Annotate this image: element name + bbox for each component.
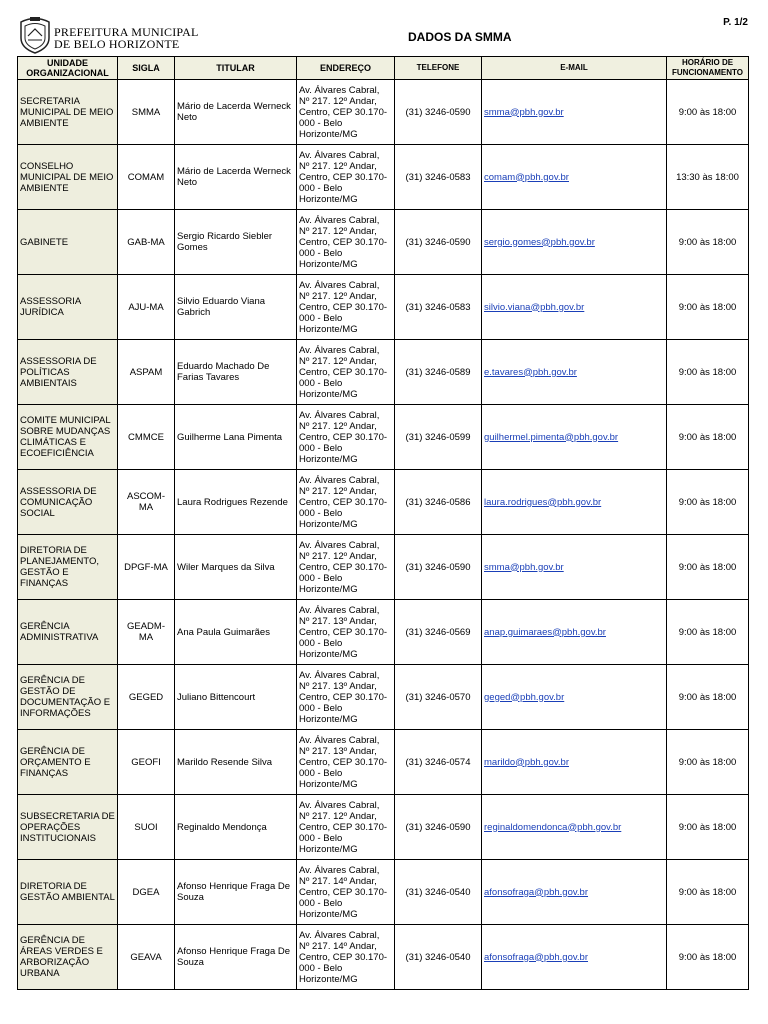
cell-titular: Reginaldo Mendonça — [175, 795, 297, 860]
email-link[interactable]: e.tavares@pbh.gov.br — [484, 366, 577, 378]
table-row — [18, 600, 749, 665]
cell-email — [482, 860, 667, 925]
cell-telefone: (31) 3246-0590 — [395, 535, 482, 600]
table-row — [18, 405, 749, 470]
page-header — [0, 0, 768, 56]
cell-unidade: CONSELHO MUNICIPAL DE MEIO AMBIENTE — [18, 145, 118, 210]
cell-titular: Afonso Henrique Fraga De Souza — [175, 925, 297, 990]
cell-titular: Wiler Marques da Silva — [175, 535, 297, 600]
cell-telefone: (31) 3246-0586 — [395, 470, 482, 535]
smma-data-table — [17, 56, 749, 990]
page-number: P. 1/2 — [723, 17, 748, 28]
cell-titular: Guilherme Lana Pimenta — [175, 405, 297, 470]
cell-horario: 9:00 às 18:00 — [667, 665, 749, 730]
table-header-row — [18, 57, 749, 80]
cell-endereco: Av. Álvares Cabral, Nº 217. 12º Andar, Centro, CEP 30.170-000 - Belo Horizonte/MG — [297, 80, 395, 145]
table-row — [18, 860, 749, 925]
email-link[interactable]: sergio.gomes@pbh.gov.br — [484, 236, 595, 248]
table-row — [18, 925, 749, 990]
email-link[interactable]: smma@pbh.gov.br — [484, 561, 564, 573]
col-header-horario: HORÁRIO DE FUNCIONAMENTO — [667, 57, 749, 80]
email-link[interactable]: guilhermel.pimenta@pbh.gov.br — [484, 431, 619, 443]
logo-line-1: PREFEITURA MUNICIPAL — [54, 25, 199, 39]
cell-unidade: COMITE MUNICIPAL SOBRE MUDANÇAS CLIMÁTICAS E ECOEFICIÊNCIA — [18, 405, 118, 470]
cell-titular: Juliano Bittencourt — [175, 665, 297, 730]
cell-telefone: (31) 3246-0583 — [395, 145, 482, 210]
cell-sigla: SUOI — [118, 795, 175, 860]
cell-email — [482, 925, 667, 990]
coat-of-arms-icon — [18, 14, 52, 54]
cell-endereco: Av. Álvares Cabral, Nº 217. 13º Andar, Centro, CEP 30.170-000 - Belo Horizonte/MG — [297, 730, 395, 795]
table-row — [18, 340, 749, 405]
cell-unidade: DIRETORIA DE PLANEJAMENTO, GESTÃO E FINANÇAS — [18, 535, 118, 600]
cell-unidade: SUBSECRETARIA DE OPERAÇÕES INSTITUCIONAIS — [18, 795, 118, 860]
cell-telefone: (31) 3246-0574 — [395, 730, 482, 795]
table-row — [18, 275, 749, 340]
email-link[interactable]: afonsofraga@pbh.gov.br — [484, 886, 589, 898]
cell-email — [482, 275, 667, 340]
cell-sigla: GEAVA — [118, 925, 175, 990]
cell-sigla: DGEA — [118, 860, 175, 925]
cell-horario: 9:00 às 18:00 — [667, 535, 749, 600]
cell-horario: 9:00 às 18:00 — [667, 795, 749, 860]
cell-telefone: (31) 3246-0569 — [395, 600, 482, 665]
cell-telefone: (31) 3246-0590 — [395, 210, 482, 275]
cell-horario: 9:00 às 18:00 — [667, 470, 749, 535]
col-header-telefone: TELEFONE — [395, 57, 482, 80]
cell-telefone: (31) 3246-0590 — [395, 80, 482, 145]
cell-telefone: (31) 3246-0540 — [395, 925, 482, 990]
cell-email — [482, 210, 667, 275]
cell-endereco: Av. Álvares Cabral, Nº 217. 12º Andar, Centro, CEP 30.170-000 - Belo Horizonte/MG — [297, 535, 395, 600]
cell-horario: 9:00 às 18:00 — [667, 210, 749, 275]
cell-horario: 9:00 às 18:00 — [667, 340, 749, 405]
cell-telefone: (31) 3246-0570 — [395, 665, 482, 730]
table-row — [18, 665, 749, 730]
cell-horario: 9:00 às 18:00 — [667, 600, 749, 665]
cell-titular: Mário de Lacerda Werneck Neto — [175, 80, 297, 145]
cell-email — [482, 405, 667, 470]
cell-endereco: Av. Álvares Cabral, Nº 217. 12º Andar, Centro, CEP 30.170-000 - Belo Horizonte/MG — [297, 405, 395, 470]
cell-sigla: GAB-MA — [118, 210, 175, 275]
email-link[interactable]: reginaldomendonca@pbh.gov.br — [484, 821, 622, 833]
logo-text — [54, 26, 199, 50]
col-header-email: E-MAIL — [482, 57, 667, 80]
cell-horario: 9:00 às 18:00 — [667, 860, 749, 925]
cell-sigla: SMMA — [118, 80, 175, 145]
email-link[interactable]: marildo@pbh.gov.br — [484, 756, 569, 768]
cell-email — [482, 470, 667, 535]
cell-endereco: Av. Álvares Cabral, Nº 217. 13º Andar, Centro, CEP 30.170-000 - Belo Horizonte/MG — [297, 600, 395, 665]
cell-telefone: (31) 3246-0589 — [395, 340, 482, 405]
email-link[interactable]: geged@pbh.gov.br — [484, 691, 565, 703]
cell-unidade: GERÊNCIA DE GESTÃO DE DOCUMENTAÇÃO E INFORMAÇÕES — [18, 665, 118, 730]
cell-endereco: Av. Álvares Cabral, Nº 217. 12º Andar, Centro, CEP 30.170-000 - Belo Horizonte/MG — [297, 145, 395, 210]
col-header-sigla: SIGLA — [118, 57, 175, 80]
cell-titular: Marildo Resende Silva — [175, 730, 297, 795]
cell-titular: Sergio Ricardo Siebler Gomes — [175, 210, 297, 275]
email-link[interactable]: laura.rodrigues@pbh.gov.br — [484, 496, 602, 508]
cell-horario: 9:00 às 18:00 — [667, 275, 749, 340]
cell-unidade: GERÊNCIA DE ÁREAS VERDES E ARBORIZAÇÃO URBANA — [18, 925, 118, 990]
cell-unidade: GABINETE — [18, 210, 118, 275]
cell-sigla: ASPAM — [118, 340, 175, 405]
cell-horario: 9:00 às 18:00 — [667, 405, 749, 470]
email-link[interactable]: afonsofraga@pbh.gov.br — [484, 951, 589, 963]
col-header-unidade: UNIDADE ORGANIZACIONAL — [18, 57, 118, 80]
cell-unidade: GERÊNCIA ADMINISTRATIVA — [18, 600, 118, 665]
cell-email — [482, 340, 667, 405]
cell-telefone: (31) 3246-0599 — [395, 405, 482, 470]
cell-endereco: Av. Álvares Cabral, Nº 217. 13º Andar, Centro, CEP 30.170-000 - Belo Horizonte/MG — [297, 665, 395, 730]
cell-sigla: COMAM — [118, 145, 175, 210]
cell-endereco: Av. Álvares Cabral, Nº 217. 12º Andar, Centro, CEP 30.170-000 - Belo Horizonte/MG — [297, 470, 395, 535]
cell-horario: 9:00 às 18:00 — [667, 925, 749, 990]
cell-endereco: Av. Álvares Cabral, Nº 217. 14º Andar, Centro, CEP 30.170-000 - Belo Horizonte/MG — [297, 925, 395, 990]
email-link[interactable]: comam@pbh.gov.br — [484, 171, 569, 183]
cell-email — [482, 600, 667, 665]
cell-email — [482, 665, 667, 730]
table-row — [18, 730, 749, 795]
cell-unidade: ASSESSORIA DE POLÍTICAS AMBIENTAIS — [18, 340, 118, 405]
col-header-titular: TITULAR — [175, 57, 297, 80]
cell-endereco: Av. Álvares Cabral, Nº 217. 14º Andar, Centro, CEP 30.170-000 - Belo Horizonte/MG — [297, 860, 395, 925]
cell-telefone: (31) 3246-0540 — [395, 860, 482, 925]
col-header-endereco: ENDEREÇO — [297, 57, 395, 80]
cell-unidade: ASSESSORIA JURÍDICA — [18, 275, 118, 340]
cell-sigla: GEOFI — [118, 730, 175, 795]
cell-endereco: Av. Álvares Cabral, Nº 217. 12º Andar, Centro, CEP 30.170-000 - Belo Horizonte/MG — [297, 340, 395, 405]
cell-email — [482, 145, 667, 210]
cell-telefone: (31) 3246-0590 — [395, 795, 482, 860]
cell-sigla: DPGF-MA — [118, 535, 175, 600]
cell-sigla: ASCOM-MA — [118, 470, 175, 535]
cell-sigla: GEADM-MA — [118, 600, 175, 665]
cell-email — [482, 730, 667, 795]
email-link[interactable]: anap.guimaraes@pbh.gov.br — [484, 626, 606, 638]
cell-horario: 13:30 às 18:00 — [667, 145, 749, 210]
cell-horario: 9:00 às 18:00 — [667, 730, 749, 795]
cell-unidade: DIRETORIA DE GESTÃO AMBIENTAL — [18, 860, 118, 925]
cell-telefone: (31) 3246-0583 — [395, 275, 482, 340]
table-row — [18, 470, 749, 535]
cell-unidade: SECRETARIA MUNICIPAL DE MEIO AMBIENTE — [18, 80, 118, 145]
cell-sigla: CMMCE — [118, 405, 175, 470]
email-link[interactable]: smma@pbh.gov.br — [484, 106, 564, 118]
cell-titular: Silvio Eduardo Viana Gabrich — [175, 275, 297, 340]
cell-sigla: AJU-MA — [118, 275, 175, 340]
cell-horario: 9:00 às 18:00 — [667, 80, 749, 145]
cell-unidade: ASSESSORIA DE COMUNICAÇÃO SOCIAL — [18, 470, 118, 535]
cell-sigla: GEGED — [118, 665, 175, 730]
cell-unidade: GERÊNCIA DE ORÇAMENTO E FINANÇAS — [18, 730, 118, 795]
table-row — [18, 210, 749, 275]
table-row — [18, 535, 749, 600]
email-link[interactable]: silvio.viana@pbh.gov.br — [484, 301, 585, 313]
cell-titular: Laura Rodrigues Rezende — [175, 470, 297, 535]
table-row — [18, 795, 749, 860]
cell-email — [482, 795, 667, 860]
cell-titular: Eduardo Machado De Farias Tavares — [175, 340, 297, 405]
cell-endereco: Av. Álvares Cabral, Nº 217. 12º Andar, Centro, CEP 30.170-000 - Belo Horizonte/MG — [297, 795, 395, 860]
document-title: DADOS DA SMMA — [408, 30, 512, 44]
table-row — [18, 145, 749, 210]
cell-titular: Afonso Henrique Fraga De Souza — [175, 860, 297, 925]
cell-endereco: Av. Álvares Cabral, Nº 217. 12º Andar, Centro, CEP 30.170-000 - Belo Horizonte/MG — [297, 210, 395, 275]
cell-email — [482, 535, 667, 600]
cell-endereco: Av. Álvares Cabral, Nº 217. 12º Andar, Centro, CEP 30.170-000 - Belo Horizonte/MG — [297, 275, 395, 340]
cell-email — [482, 80, 667, 145]
cell-titular: Mário de Lacerda Werneck Neto — [175, 145, 297, 210]
cell-titular: Ana Paula Guimarães — [175, 600, 297, 665]
logo-line-2: DE BELO HORIZONTE — [54, 37, 180, 51]
table-row — [18, 80, 749, 145]
